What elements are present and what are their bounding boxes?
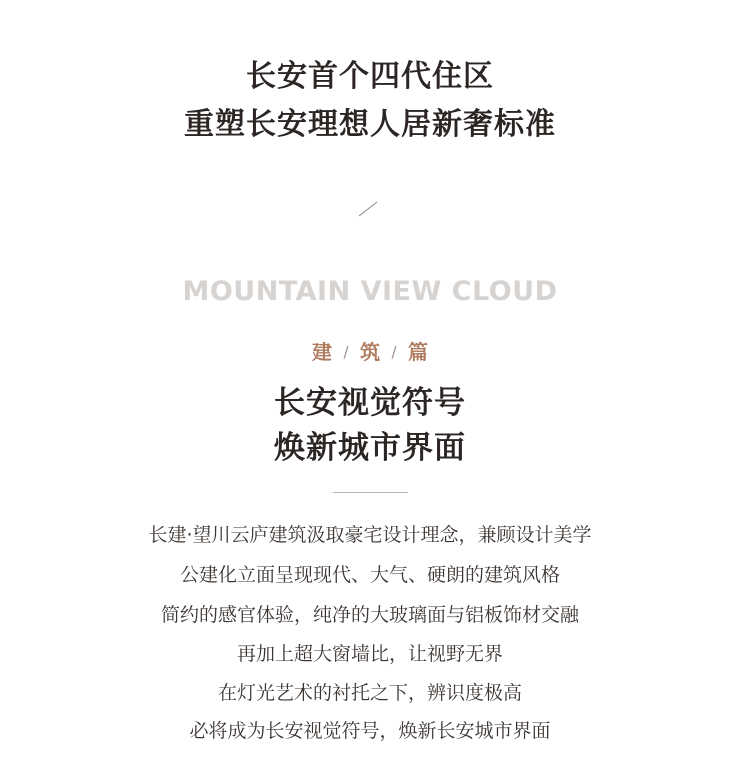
- body-text-line: 公建化立面呈现现代、大气、硬朗的建筑风格: [179, 564, 560, 586]
- divider: [333, 492, 408, 493]
- section-tag-char-3: 篇: [408, 340, 428, 364]
- section-tag-separator: /: [391, 343, 397, 361]
- body-text-line: 必将成为长安视觉符号，焕新长安城市界面: [189, 720, 551, 742]
- body-text-line: 长建·望川云庐建筑汲取豪宅设计理念，兼顾设计美学: [148, 524, 592, 546]
- headline-line-1: 长安首个四代住区: [246, 59, 494, 94]
- slash-decoration-icon: [356, 200, 380, 218]
- body-text-line: 简约的感官体验，纯净的大玻璃面与铝板饰材交融: [160, 604, 579, 626]
- brand-watermark: MOUNTAIN VIEW CLOUD: [182, 276, 558, 307]
- headline-line-2: 重塑长安理想人居新奢标准: [184, 107, 556, 142]
- section-tag: [0, 342, 740, 362]
- section-title-line-2: 焕新城市界面: [274, 430, 466, 466]
- body-text-line: 再加上超大窗墙比，让视野无界: [236, 643, 503, 665]
- section-tag-separator: /: [343, 343, 349, 361]
- section-title-line-1: 长安视觉符号: [274, 385, 466, 421]
- body-text-line: 在灯光艺术的衬托之下，辨识度极高: [217, 682, 522, 704]
- section-tag-char-2: 筑: [360, 340, 380, 364]
- section-tag-char-1: 建: [312, 340, 332, 364]
